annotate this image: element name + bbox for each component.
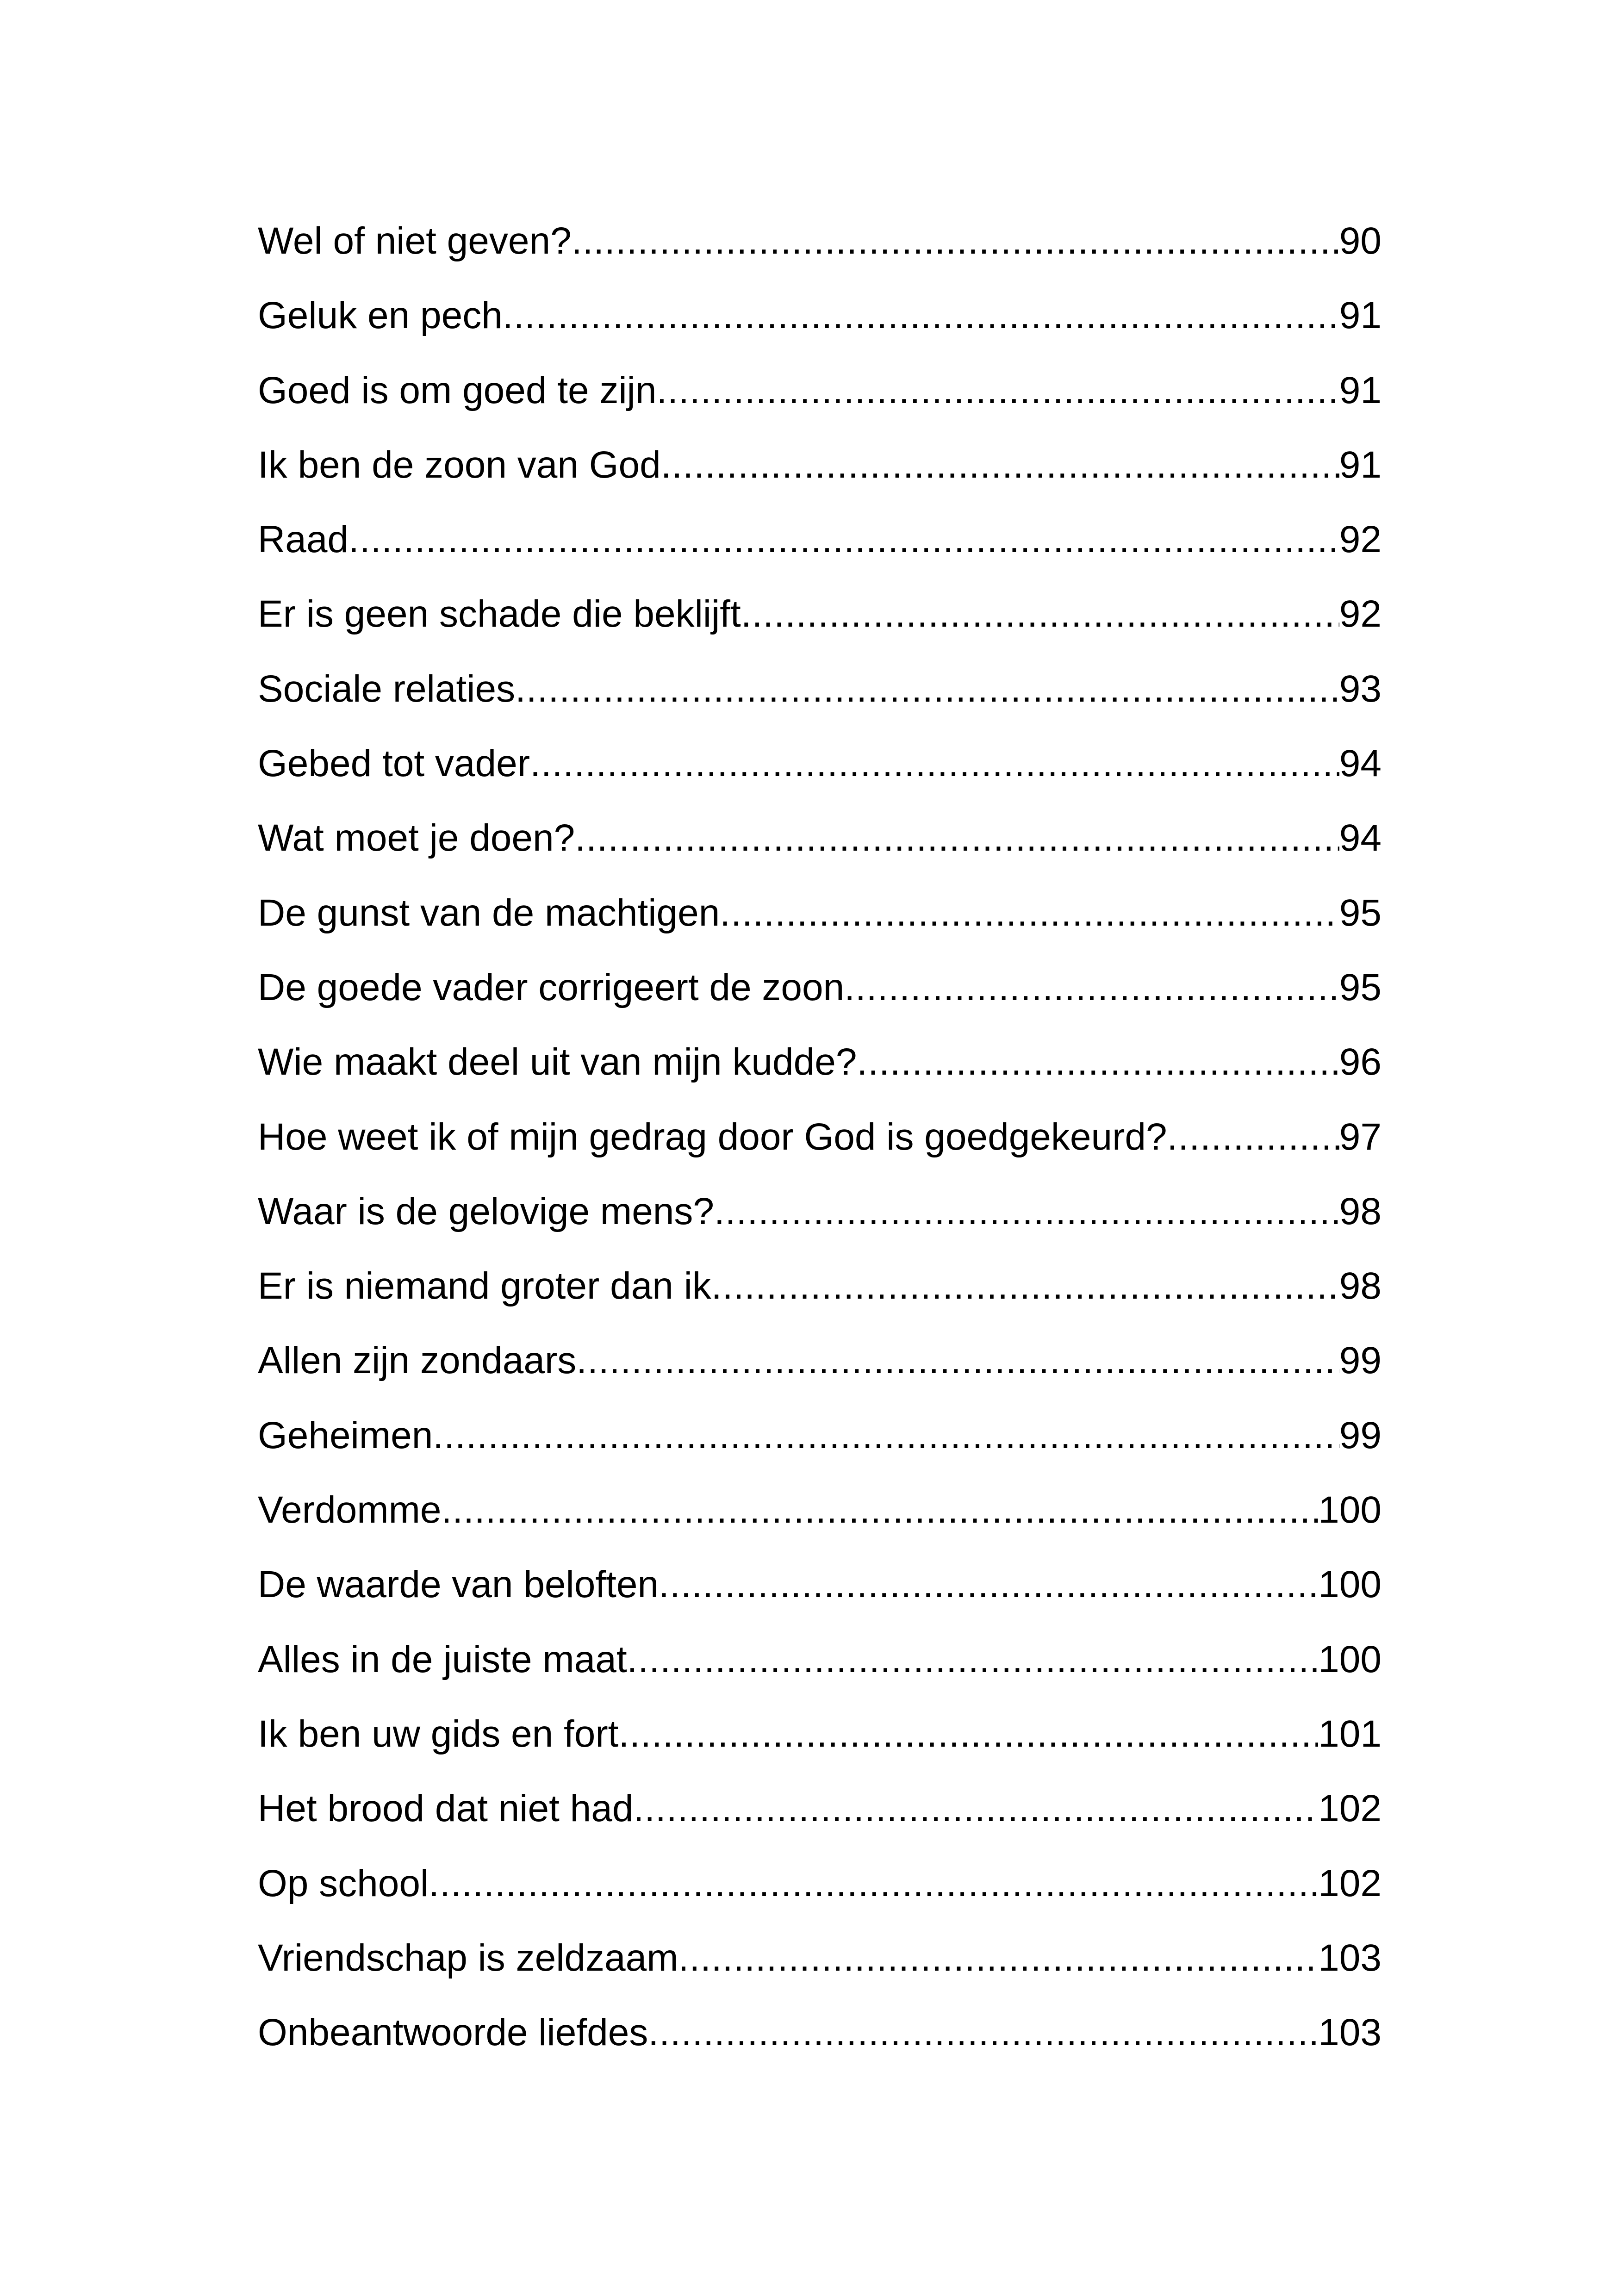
- toc-entry-page-number: 99: [1339, 1339, 1382, 1382]
- toc-entry-title: Sociale relaties: [258, 667, 516, 710]
- toc-entry-title: Vriendschap is zeldzaam: [258, 1936, 678, 1979]
- toc-entry-page-number: 99: [1339, 1414, 1382, 1456]
- toc-entry[interactable]: [258, 1921, 1382, 1995]
- toc-entry-page-number: 91: [1339, 443, 1382, 486]
- toc-dot-leader: [515, 652, 1339, 726]
- toc-entry-page-number: 94: [1339, 742, 1382, 785]
- toc-entry[interactable]: [258, 1025, 1382, 1099]
- toc-dot-leader: [348, 502, 1339, 577]
- toc-entry[interactable]: [258, 1846, 1382, 1921]
- toc-entry-title: Waar is de gelovige mens?: [258, 1190, 715, 1232]
- toc-entry-title: Alles in de juiste maat: [258, 1638, 627, 1680]
- toc-dot-leader: [714, 1174, 1339, 1249]
- toc-entry[interactable]: [258, 502, 1382, 577]
- toc-entry[interactable]: [258, 278, 1382, 353]
- toc-dot-leader: [433, 1398, 1339, 1473]
- toc-entry-title: Geluk en pech: [258, 294, 503, 337]
- toc-entry-title: Gebed tot vader: [258, 742, 530, 785]
- table-of-contents: [258, 204, 1382, 2070]
- toc-entry[interactable]: [258, 1622, 1382, 1697]
- toc-entry[interactable]: [258, 1249, 1382, 1323]
- toc-dot-leader: [720, 876, 1339, 950]
- toc-dot-leader: [572, 204, 1339, 278]
- toc-dot-leader: [530, 726, 1339, 801]
- toc-dot-leader: [429, 1846, 1318, 1921]
- toc-entry-page-number: 93: [1339, 667, 1382, 710]
- toc-entry-title: Het brood dat niet had: [258, 1787, 634, 1830]
- toc-entry-title: Op school: [258, 1862, 429, 1904]
- toc-entry[interactable]: [258, 876, 1382, 950]
- toc-entry[interactable]: [258, 1398, 1382, 1473]
- toc-entry[interactable]: [258, 1323, 1382, 1398]
- toc-entry-page-number: 100: [1318, 1638, 1382, 1680]
- toc-entry-page-number: 101: [1318, 1712, 1382, 1755]
- toc-dot-leader: [442, 1473, 1319, 1547]
- toc-entry-page-number: 100: [1318, 1489, 1382, 1531]
- toc-entry-page-number: 94: [1339, 817, 1382, 859]
- toc-entry[interactable]: [258, 1995, 1382, 2070]
- toc-entry[interactable]: [258, 1174, 1382, 1249]
- toc-entry-page-number: 92: [1339, 518, 1382, 561]
- toc-entry[interactable]: [258, 1697, 1382, 1771]
- toc-entry-title: Verdomme: [258, 1489, 442, 1531]
- toc-entry-title: Onbeantwoorde liefdes: [258, 2011, 648, 2054]
- toc-entry-title: Er is geen schade die beklijft: [258, 593, 741, 635]
- toc-dot-leader: [648, 1995, 1318, 2070]
- toc-entry[interactable]: [258, 577, 1382, 651]
- toc-entry[interactable]: [258, 1473, 1382, 1547]
- toc-dot-leader: [661, 428, 1339, 502]
- toc-dot-leader: [844, 950, 1339, 1025]
- toc-entry-page-number: 90: [1339, 220, 1382, 262]
- toc-entry-title: Raad: [258, 518, 349, 561]
- toc-entry[interactable]: [258, 353, 1382, 428]
- toc-entry[interactable]: [258, 652, 1382, 726]
- toc-dot-leader: [576, 1323, 1339, 1398]
- toc-entry-page-number: 103: [1318, 1936, 1382, 1979]
- toc-entry[interactable]: [258, 1547, 1382, 1622]
- toc-dot-leader: [1167, 1100, 1339, 1174]
- toc-entry-page-number: 102: [1318, 1787, 1382, 1830]
- toc-dot-leader: [711, 1249, 1339, 1323]
- toc-entry[interactable]: [258, 950, 1382, 1025]
- toc-entry-title: De waarde van beloften: [258, 1563, 659, 1606]
- toc-entry-page-number: 91: [1339, 369, 1382, 411]
- toc-entry-title: Wie maakt deel uit van mijn kudde?: [258, 1041, 857, 1083]
- toc-entry-title: De gunst van de machtigen: [258, 891, 720, 934]
- toc-entry[interactable]: [258, 726, 1382, 801]
- toc-entry-page-number: 102: [1318, 1862, 1382, 1904]
- toc-entry[interactable]: [258, 428, 1382, 502]
- toc-entry-page-number: 103: [1318, 2011, 1382, 2054]
- toc-dot-leader: [627, 1622, 1319, 1697]
- toc-entry-title: Allen zijn zondaars: [258, 1339, 577, 1382]
- toc-dot-leader: [575, 801, 1339, 875]
- toc-entry-title: De goede vader corrigeert de zoon: [258, 966, 845, 1008]
- toc-dot-leader: [503, 278, 1339, 353]
- toc-entry-page-number: 96: [1339, 1041, 1382, 1083]
- toc-entry-page-number: 98: [1339, 1190, 1382, 1232]
- toc-entry-title: Wel of niet geven?: [258, 220, 572, 262]
- toc-entry-page-number: 92: [1339, 593, 1382, 635]
- toc-entry-page-number: 97: [1339, 1115, 1382, 1158]
- toc-dot-leader: [633, 1771, 1318, 1846]
- toc-entry[interactable]: [258, 801, 1382, 875]
- toc-dot-leader: [618, 1697, 1318, 1771]
- toc-entry[interactable]: [258, 1771, 1382, 1846]
- toc-entry[interactable]: [258, 204, 1382, 278]
- toc-entry[interactable]: [258, 1100, 1382, 1174]
- toc-entry-title: Ik ben de zoon van God: [258, 443, 661, 486]
- toc-entry-title: Er is niemand groter dan ik: [258, 1265, 711, 1307]
- toc-entry-title: Geheimen: [258, 1414, 433, 1456]
- toc-dot-leader: [741, 577, 1339, 651]
- toc-dot-leader: [678, 1921, 1319, 1995]
- toc-dot-leader: [659, 1547, 1318, 1622]
- toc-entry-page-number: 95: [1339, 891, 1382, 934]
- toc-entry-title: Goed is om goed te zijn: [258, 369, 657, 411]
- toc-dot-leader: [857, 1025, 1339, 1099]
- toc-entry-page-number: 91: [1339, 294, 1382, 337]
- toc-entry-title: Hoe weet ik of mijn gedrag door God is goedgekeurd?: [258, 1115, 1167, 1158]
- toc-entry-title: Ik ben uw gids en fort: [258, 1712, 619, 1755]
- toc-entry-page-number: 98: [1339, 1265, 1382, 1307]
- toc-entry-page-number: 95: [1339, 966, 1382, 1008]
- toc-dot-leader: [656, 353, 1339, 428]
- toc-entry-page-number: 100: [1318, 1563, 1382, 1606]
- toc-entry-title: Wat moet je doen?: [258, 817, 575, 859]
